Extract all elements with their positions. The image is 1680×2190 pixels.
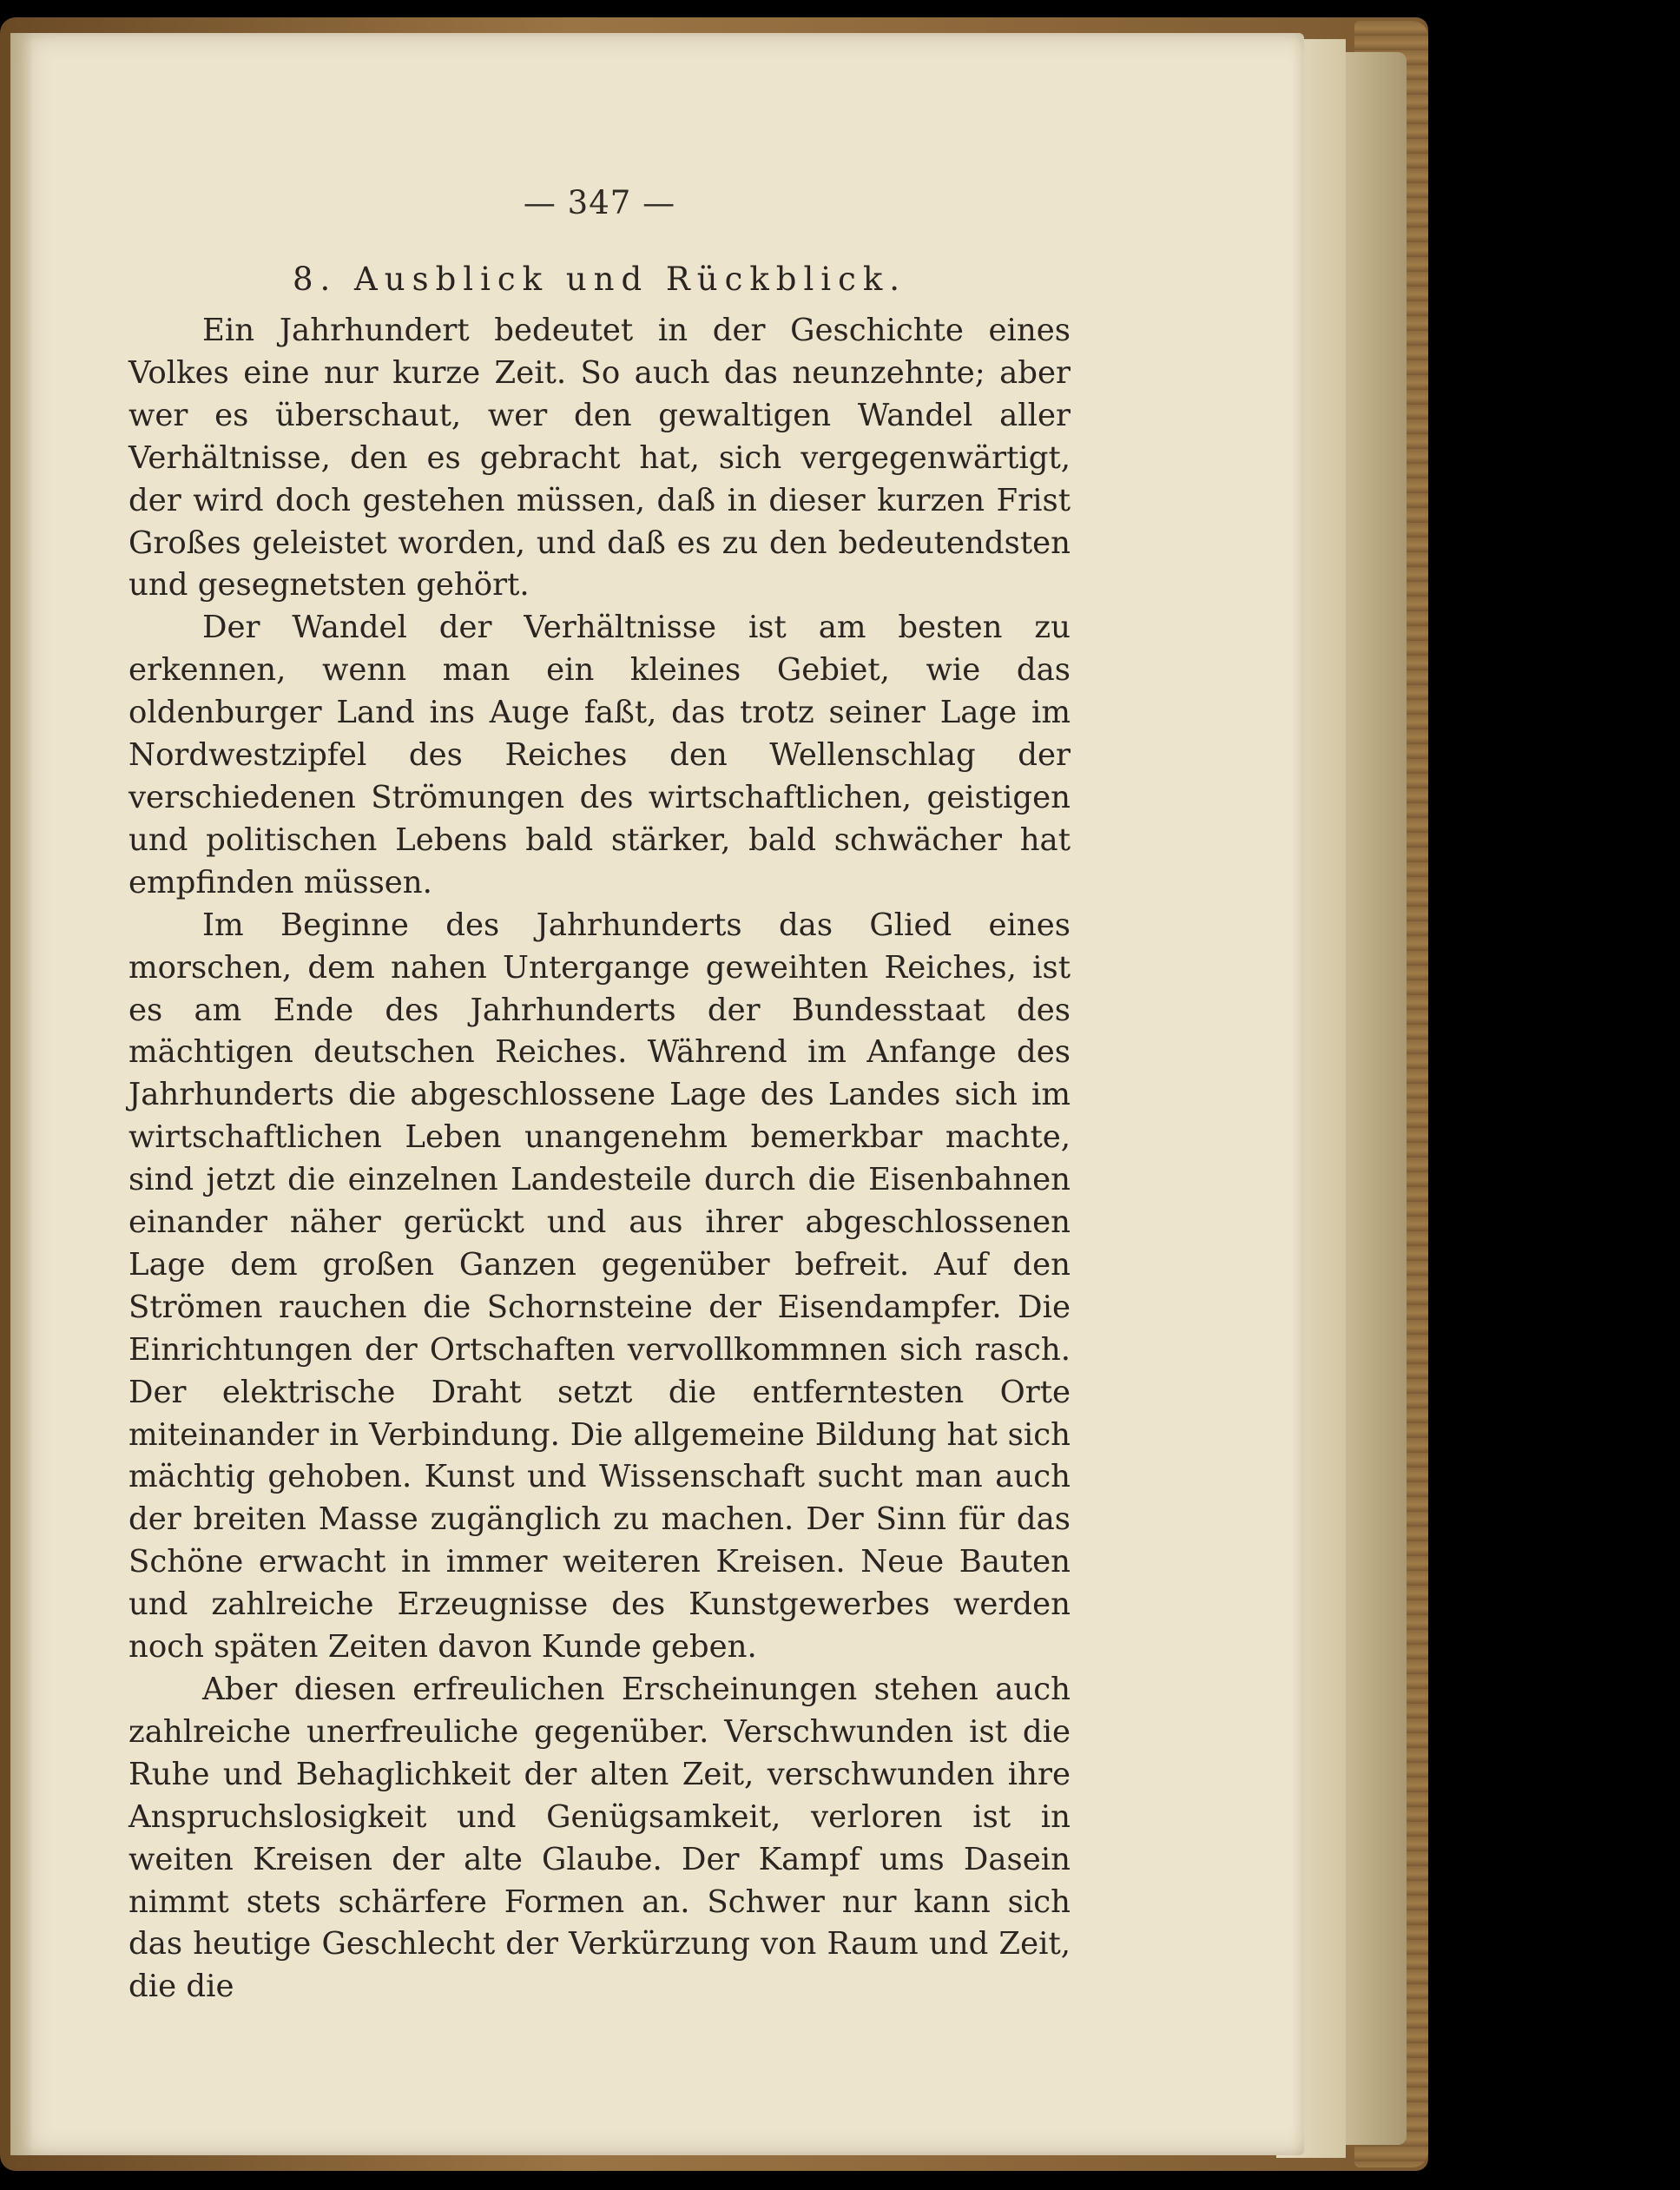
page-number: — 347 — — [523, 184, 676, 221]
paragraph: Aber diesen erfreulichen Erscheinungen stehen auch zahlreiche unerfreuliche gegenüber. Verschwunden ist die Ruhe und Behaglichkeit der alten Zeit, verschwunden ihre Anspruchslosigkeit und Genügsamkeit, verloren ist in weiten Kreisen der alte Glaube. Der Kampf ums Dasein nimmt stets schärfere Formen an. Schwer nur kann sich das heutige Geschlecht der Verkürzung von Raum und Zeit, die die — [128, 1672, 1071, 2005]
paragraph: Der Wandel der Verhältnisse ist am besten zu erkennen, wenn man ein kleines Gebiet, wie das oldenburger Land ins Auge faßt, das trotz seiner Lage im Nordwestzipfel des Reiches den Wellenschlag der verschiedenen Strömungen des wirtschaftlichen, geistigen und politischen Lebens bald stärker, bald schwächer hat empfinden müssen. — [128, 610, 1071, 900]
paragraph: Ein Jahrhundert bedeutet in der Geschichte eines Volkes eine nur kurze Zeit. So auch das neunzehnte; aber wer es überschaut, wer den gewaltigen Wandel aller Verhältnisse, den es gebracht hat, sich vergegenwärtigt, der wird doch gestehen müssen, daß in dieser kurzen Frist Großes geleistet worden, und daß es zu den bedeutendsten und gesegnetsten gehört. — [128, 313, 1071, 604]
paragraph: Im Beginne des Jahrhunderts das Glied eines morschen, dem nahen Untergange geweihten Reiches, ist es am Ende des Jahrhunderts der Bundesstaat des mächtigen deutschen Reiches. Während im Anfange des Jahrhunderts die abgeschlossene Lage des Landes sich im wirtschaftlichen Leben unangenehm bemerkbar machte, sind jetzt die einzelnen Landesteile durch die Eisenbahnen einander näher gerückt und aus ihrer abgeschlossenen Lage dem großen Ganzen gegenüber befreit. Auf den Strömen rauchen die Schornsteine der Eisendampfer. Die Einrichtungen der Ortschaften vervollkommnen sich rasch. Der elektrische Draht setzt die entferntesten Orte miteinander in Verbindung. Die allgemeine Bildung hat sich mächtig gehoben. Kunst und Wissenschaft sucht man auch der breiten Masse zugänglich zu machen. Der Sinn für das Schöne erwacht in immer weiteren Kreisen. Neue Bauten und zahlreiche Erzeugnisse des Kunstgewerbes werden noch späten Zeiten davon Kunde geben. — [128, 907, 1071, 1666]
section-heading: 8. Ausblick und Rückblick. — [292, 261, 907, 298]
body-text — [128, 310, 1071, 2009]
page-gutter — [10, 33, 33, 2155]
